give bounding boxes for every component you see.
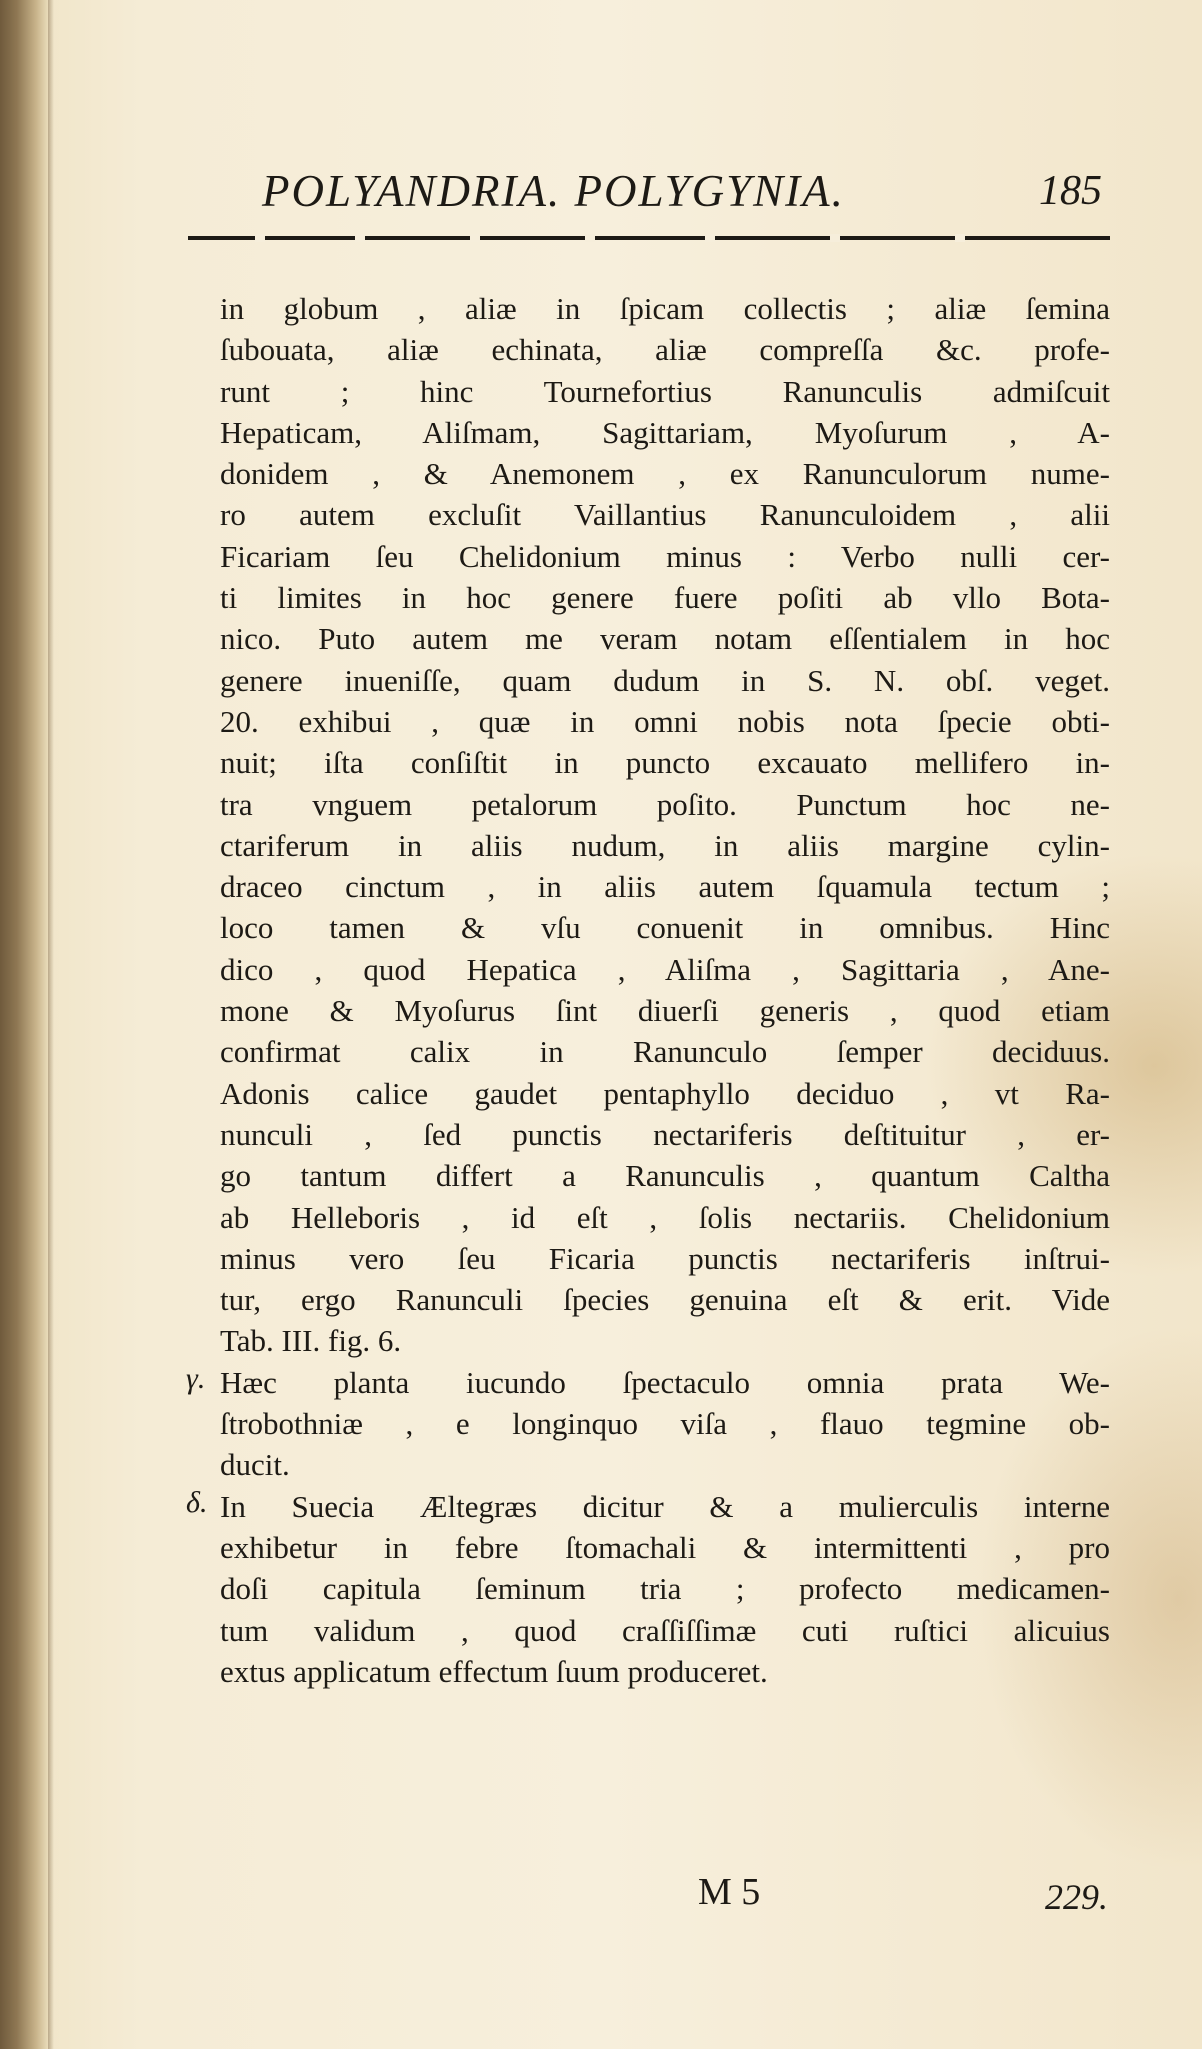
rule-gap: [955, 234, 965, 242]
text-line: go tantum differt a Ranunculis , quantum Caltha: [220, 1158, 1110, 1194]
text-line: minus vero ſeu Ficaria punctis nectariferis inſtrui-: [220, 1240, 1110, 1276]
catchword-number: 229.: [1045, 1877, 1108, 1917]
note-delta-line: doſi capitula ſeminum tria ; profecto medicamen-: [220, 1571, 1110, 1607]
text-line: ſubouata, aliæ echinata, aliæ compreſſa &c. profe-: [220, 332, 1110, 368]
text-line: in globum , aliæ in ſpicam collectis ; aliæ ſemina: [220, 291, 1110, 326]
text-line: nico. Puto autem me veram notam eſſentialem in hoc: [220, 621, 1110, 657]
text-line: Tab. III. fig. 6.: [220, 1323, 402, 1359]
text-line: mone & Myoſurus ſint diuerſi generis , quod etiam: [220, 993, 1110, 1029]
note-gamma-line: ducit.: [220, 1447, 290, 1483]
running-head: POLYANDRIA. POLYGYNIA.: [262, 166, 845, 216]
text-line: ctariferum in aliis nudum, in aliis margine cylin-: [220, 827, 1110, 863]
text-line: donidem , & Anemonem , ex Ranunculorum nume-: [220, 456, 1110, 492]
text-line: loco tamen & vſu conuenit in omnibus. Hinc: [220, 910, 1110, 946]
spine-shadow: [48, 0, 54, 2049]
text-line: Adonis calice gaudet pentaphyllo deciduo , vt Ra-: [220, 1075, 1110, 1111]
note-gamma-line: ſtrobothniæ , e longinquo viſa , flauo tegmine ob-: [220, 1406, 1110, 1442]
rule-gap: [705, 234, 715, 242]
text-line: tur, ergo Ranunculi ſpecies genuina eſt & erit. Vide: [220, 1282, 1110, 1318]
book-spine: [0, 0, 48, 2049]
rule-gap: [355, 234, 365, 242]
text-line: tra vnguem petalorum poſito. Punctum hoc ne-: [220, 786, 1110, 822]
text-line: ro autem excluſit Vaillantius Ranunculoidem , alii: [220, 497, 1110, 533]
text-line: nuit; iſta conſiſtit in puncto excauato mellifero in-: [220, 745, 1110, 781]
signature-mark: M 5: [698, 1871, 761, 1913]
text-line: nunculi , ſed punctis nectariferis deſtituitur , er-: [220, 1116, 1110, 1152]
header-rule: [188, 236, 1110, 240]
note-delta-line: tum validum , quod craſſiſſimæ cuti ruſtici alicuius: [220, 1612, 1110, 1648]
text-line: dico , quod Hepatica , Aliſma , Sagittaria , Ane-: [220, 951, 1110, 987]
text-line: confirmat calix in Ranunculo ſemper deciduus.: [220, 1034, 1110, 1070]
body-text: [220, 288, 1110, 1692]
text-line: 20. exhibui , quæ in omni nobis nota ſpecie obti-: [220, 703, 1110, 739]
text-line: draceo cinctum , in aliis autem ſquamula tectum ;: [220, 869, 1110, 905]
text-line: genere inueniſſe, quam dudum in S. N. obſ. veget.: [220, 662, 1110, 698]
note-delta-line: exhibetur in febre ſtomachali & intermittenti , pro: [220, 1529, 1110, 1565]
text-line: runt ; hinc Tournefortius Ranunculis admiſcuit: [220, 373, 1110, 409]
rule-gap: [470, 234, 480, 242]
note-delta-line: In Suecia Æltegræs dicitur & a mulierculis interne: [220, 1488, 1110, 1524]
text-line: Hepaticam, Aliſmam, Sagittariam, Myoſurum , A-: [220, 414, 1110, 450]
text-line: ab Helleboris , id eſt , ſolis nectariis. Chelidonium: [220, 1199, 1110, 1235]
rule-gap: [830, 234, 840, 242]
note-gamma-marker: γ.: [186, 1362, 206, 1395]
note-delta-line: extus applicatum effectum ſuum produceret.: [220, 1653, 768, 1689]
text-line: Ficariam ſeu Chelidonium minus : Verbo nulli cer-: [220, 538, 1110, 574]
page-number: 185: [1039, 168, 1102, 214]
rule-gap: [585, 234, 595, 242]
note-delta-marker: δ.: [186, 1486, 208, 1519]
rule-gap: [255, 234, 265, 242]
text-line: ti limites in hoc genere fuere poſiti ab vllo Bota-: [220, 580, 1110, 616]
note-gamma-line: Hæc planta iucundo ſpectaculo omnia prata We-: [220, 1364, 1110, 1400]
page-header: [262, 165, 1122, 225]
